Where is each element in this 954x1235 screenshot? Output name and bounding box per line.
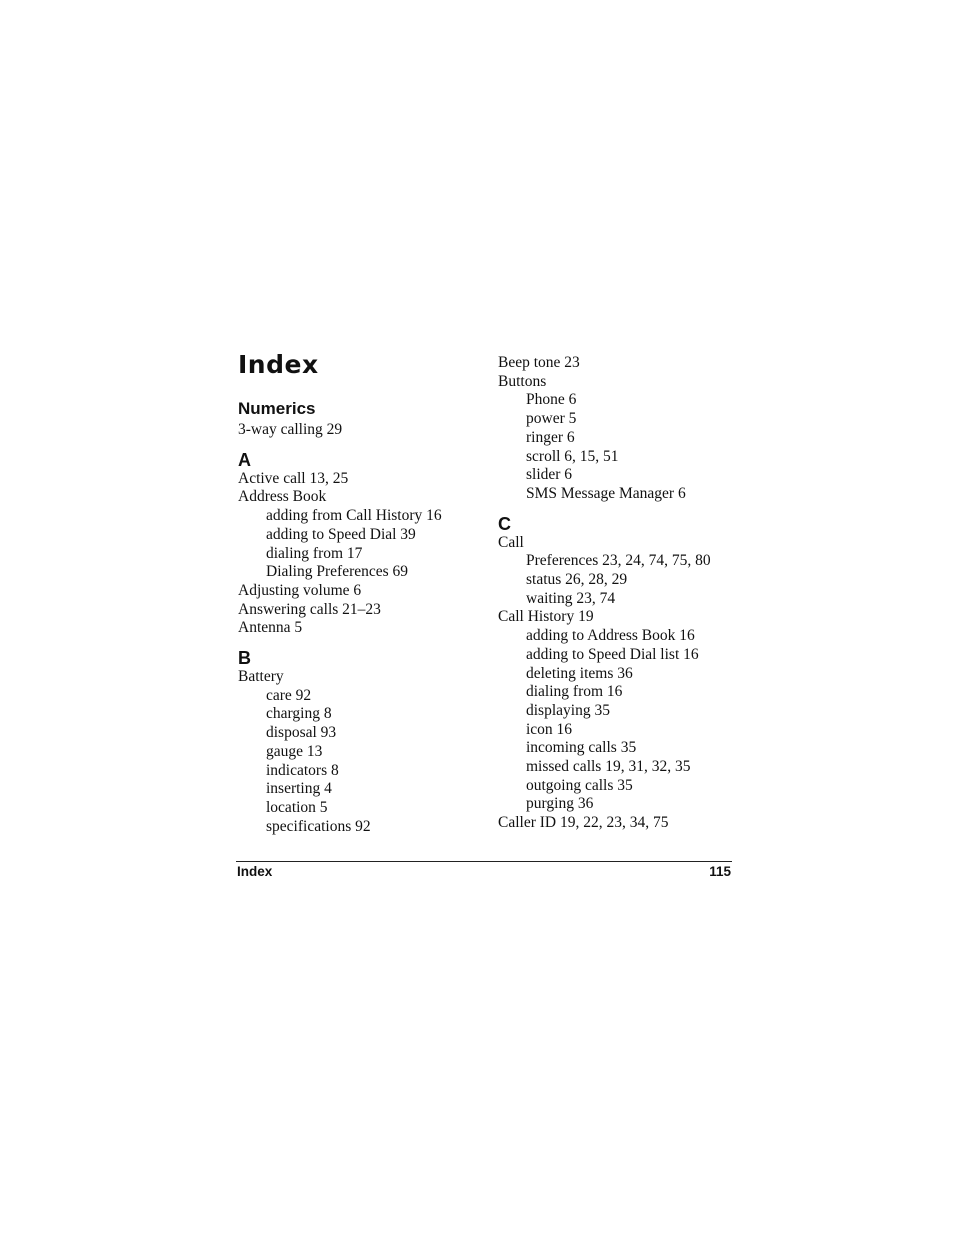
section-heading-c: C [498,513,511,534]
index-entry: Call [498,533,524,551]
index-entry: Address Book [238,488,327,506]
footer-section-label: Index [237,864,273,879]
index-entry-list [498,534,738,833]
index-subentry: charging 8 [266,705,332,723]
index-subentry: waiting 23, 74 [526,589,616,607]
index-subentry: SMS Message Manager 6 [526,484,686,502]
index-entry-list [238,470,478,638]
index-entry: Antenna 5 [238,619,303,637]
index-entry: Answering calls 21–23 [238,600,381,618]
index-entry: 3-way calling 29 [238,421,343,438]
index-subentry: specifications 92 [266,817,371,835]
index-subentry: adding to Speed Dial 39 [266,525,416,543]
index-subentry: indicators 8 [266,761,339,779]
index-subentry: disposal 93 [266,724,337,742]
index-subentry: Phone 6 [526,391,577,409]
index-entry: Call History 19 [498,608,594,626]
index-subentry: adding to Speed Dial list 16 [526,645,699,663]
index-subentry: deleting items 36 [526,664,633,682]
page-number: 115 [709,864,731,879]
index-subentry: slider 6 [526,466,573,484]
index-subentry: dialing from 17 [266,544,363,562]
index-subentry: gauge 13 [266,742,323,760]
index-entry: Caller ID 19, 22, 23, 34, 75 [498,814,669,832]
index-subentry: inserting 4 [266,780,332,798]
index-subentry: icon 16 [526,720,573,738]
index-entry: Buttons [498,372,547,390]
page-title: Index [238,350,319,379]
index-subentry: outgoing calls 35 [526,776,633,794]
index-entry: Beep tone 23 [498,354,580,371]
index-subentry: Preferences 23, 24, 74, 75, 80 [526,552,711,570]
index-subentry: incoming calls 35 [526,739,637,757]
index-subentry: status 26, 28, 29 [526,571,628,589]
index-subentry: displaying 35 [526,701,610,719]
footer-divider [236,861,732,862]
index-entry: Active call 13, 25 [238,469,349,487]
index-subentry: location 5 [266,798,328,816]
index-entry-list [498,354,738,504]
section-heading-a: A [238,449,251,470]
index-subentry: Dialing Preferences 69 [266,563,409,581]
section-heading-b: B [238,648,251,669]
index-column-left [238,397,478,836]
index-subentry: care 92 [266,686,312,704]
index-subentry: dialing from 16 [526,683,623,701]
index-subentry: ringer 6 [526,428,575,446]
section-heading-numerics: Numerics [238,399,316,418]
index-subentry: power 5 [526,410,577,428]
index-subentry: adding to Address Book 16 [526,627,695,645]
index-entry-list [238,668,478,836]
index-entry-list [238,421,478,440]
index-entry: Adjusting volume 6 [238,581,362,599]
index-subentry: scroll 6, 15, 51 [526,447,619,465]
index-subentry: purging 36 [526,795,594,813]
index-subentry: missed calls 19, 31, 32, 35 [526,758,691,776]
index-column-right [498,354,738,833]
index-entry: Battery [238,668,284,686]
index-subentry: adding from Call History 16 [266,507,442,525]
